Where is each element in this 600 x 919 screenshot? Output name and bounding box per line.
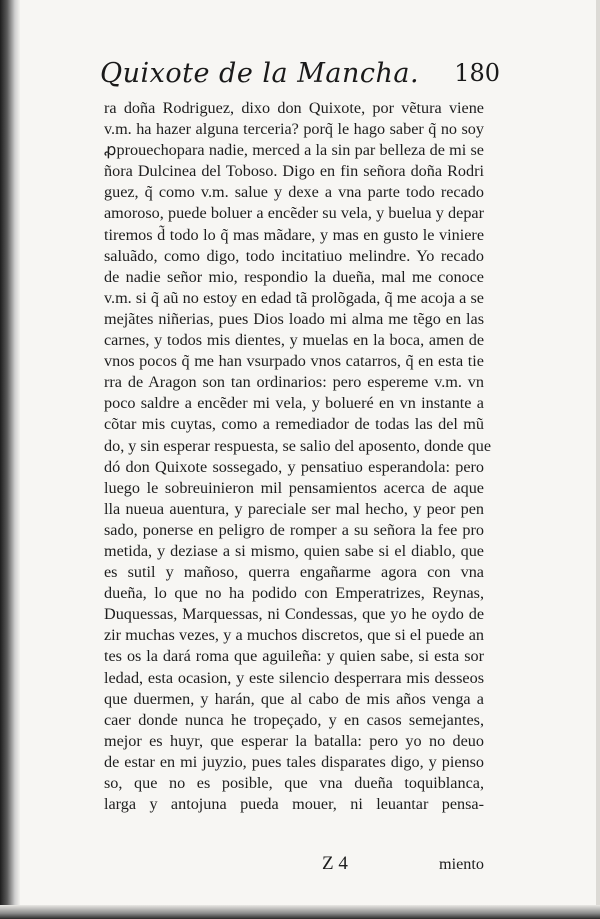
text-line: amoroso, puede boluer a encẽder su vela, y buelua y depar (104, 204, 484, 223)
page-shadow-bottom (0, 905, 600, 919)
page-number: 180 (454, 59, 500, 87)
text-line: luego le sobreuinieron mil pensamientos acerca de aque (104, 478, 484, 497)
page-shadow-left (0, 0, 20, 919)
page-header (100, 58, 500, 98)
text-line: tiremos d̃ todo lo q̃ mas mãdare, y mas en gusto le viniere (104, 225, 484, 244)
text-line: do, y sin esperar respuesta, se salio del aposento, donde que (104, 436, 492, 455)
text-line: rra de Aragon son tan ordinarios: pero espereme v.m. vn (104, 373, 484, 392)
running-head: Quixote de la Mancha. (100, 58, 420, 89)
text-line: cõtar mis cuytas, como a remediador de todas las del mũ (104, 415, 484, 434)
text-line: so, que no es posible, que vna dueña toquiblanca, (104, 774, 484, 792)
text-line: carnes, y todos mis dientes, y muelas en la boca, amen de (104, 331, 484, 350)
text-line: Duquessas, Marquessas, ni Condessas, que yo he oydo de (104, 605, 484, 624)
text-line: ledad, esta ocasion, y este silencio desperrara mis desseos (104, 668, 484, 687)
text-line: dó don Quixote sossegado, y pensatiuo esperandola: pero (104, 457, 484, 476)
text-line: caer donde nunca he tropeçado, y en casos semejantes, (104, 710, 484, 729)
text-line: ꝓprouechopara nadie, merced a la sin par belleza de mi se (104, 141, 484, 160)
text-line: que duermen, y harán, que al cabo de mis años venga a (104, 689, 484, 708)
catchword: miento (439, 855, 484, 873)
text-line: lla nueua auentura, y pareciale ser mal hecho, y peor pen (104, 499, 484, 518)
page-edge-right (596, 0, 600, 919)
text-line: es sutil y mañoso, querra engañarme agora con vna (104, 563, 484, 582)
text-line: de nadie señor mio, respondio la dueña, mal me conoce (104, 267, 484, 286)
text-line: guez, q̃ como v.m. salue y dexe a vna parte todo recado (104, 183, 484, 202)
text-line: zir muchas vezes, y a muchos discretos, que si el puede an (104, 626, 484, 645)
text-line: mejãtes niñerias, pues Dios loado mi alma me tẽgo en las (104, 309, 484, 328)
text-line: mejor es huyr, que esperar la batalla: pero yo no deuo (104, 731, 484, 750)
text-line: vnos pocos q̃ me han vsurpado vnos catarros, q̃ en esta tie (104, 352, 484, 371)
text-line: poco saldre a encẽder mi vela, y bolueré en vn instante a (104, 394, 484, 413)
text-line: ra doña Rodriguez, dixo don Quixote, por vẽtura viene (104, 99, 484, 117)
text-line: larga y antojuna pueda mouer, ni leuantar pensa- (104, 795, 484, 814)
text-line: v.m. si q̃ aũ no estoy en edad tã prolõgada, q̃ me acoja a se (104, 288, 484, 307)
text-line: v.m. ha hazer alguna terceria? porq̃ le hago saber q̃ no soy (104, 120, 484, 139)
body-text (104, 98, 492, 815)
text-line: metida, y deziase a si mismo, quien sabe si el diablo, que (104, 541, 484, 560)
text-line: saluãdo, como digo, todo incitatiuo melindre. Yo recado (104, 246, 484, 265)
text-line: dueña, lo que no ha podido con Emperatrizes, Reynas, (104, 584, 484, 603)
signature-mark: Z 4 (322, 853, 348, 874)
text-line: de estar en mi juyzio, pues tales disparates digo, y pienso (104, 752, 484, 771)
page-footer (104, 853, 484, 877)
text-line: tes os la dará roma que aguileña: y quien sabe, si esta sor (104, 647, 484, 666)
text-line: sado, ponerse en peligro de romper a su señora la fee pro (104, 520, 484, 539)
text-line: ñora Dulcinea del Toboso. Digo en fin señora doña Rodri (104, 162, 484, 181)
